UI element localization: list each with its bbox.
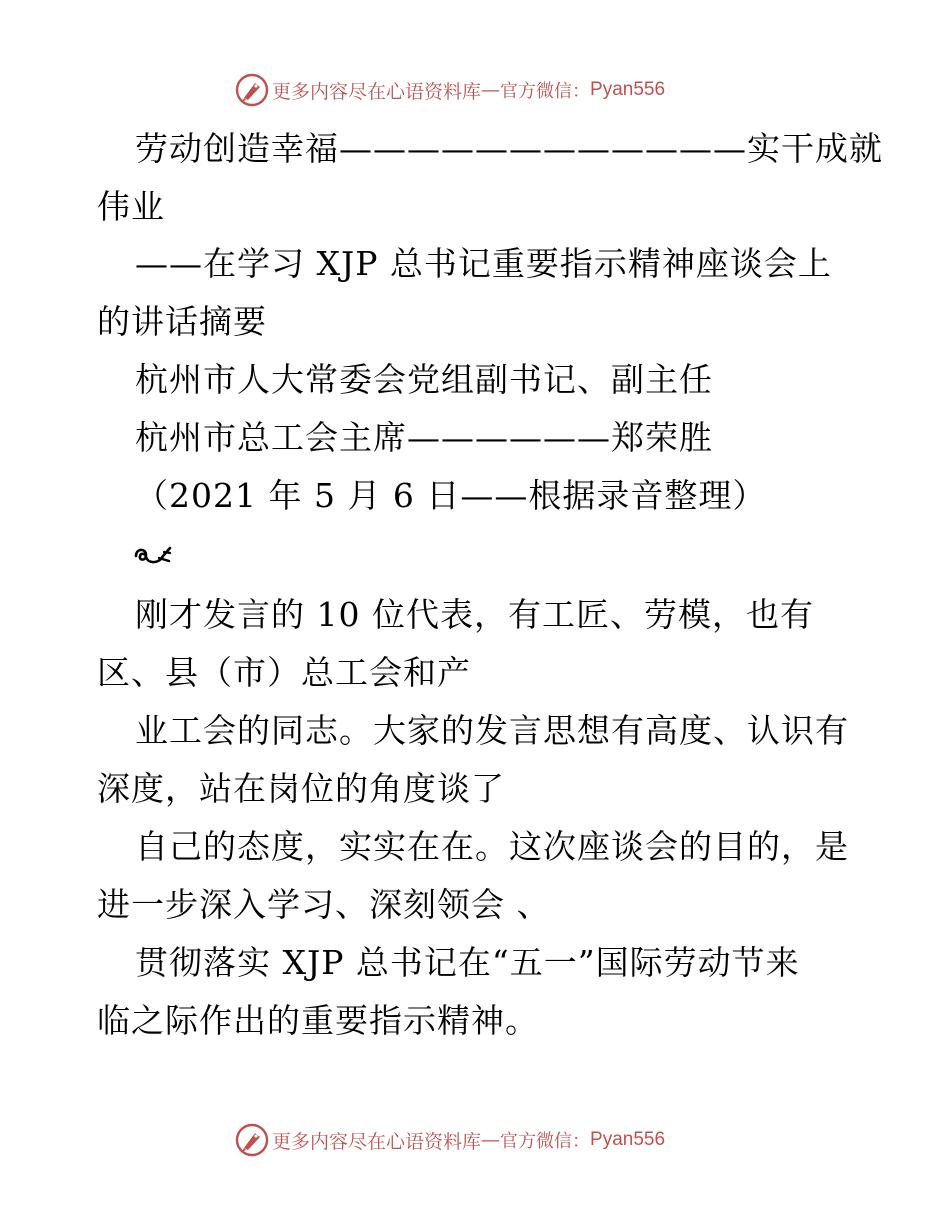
watermark-brand-text: 更多内容尽在心语资料库 [272,1130,482,1153]
body-paragraph-line: 临之际作出的重要指示精神。 [97,1001,539,1040]
watermark-wechat-label: 官方微信： [500,81,591,102]
document-subtitle-line-1: ——在学习 XJP 总书记重要指示精神座谈会上 [135,244,832,283]
decorative-flourish-icon [133,542,173,568]
pen-nib-logo-icon [235,1123,269,1157]
document-date-line: （2021 年 5 月 6 日——根据录音整理） [135,476,767,515]
watermark-brand-text: 更多内容尽在心语资料库 [272,80,482,103]
body-paragraph-line: 区、县（市）总工会和产 [97,653,471,692]
header-watermark [235,72,665,108]
watermark-wechat-id: Pyan556 [590,1129,666,1150]
body-paragraph-line: 自己的态度，实实在在。这次座谈会的目的，是 [135,827,849,866]
speaker-title-line-2: 杭州市总工会主席——————郑荣胜 [135,418,713,457]
body-paragraph-line: 刚才发言的 10 位代表，有工匠、劳模，也有 [135,595,814,634]
watermark-dash: — [481,1129,501,1151]
document-title-line-1: 劳动创造幸福————————————实干成就 [135,129,883,168]
body-paragraph-line: 业工会的同志。大家的发言思想有高度、认识有 [135,711,849,750]
footer-watermark [235,1122,665,1158]
body-paragraph-line: 深度，站在岗位的角度谈了 [97,769,505,808]
watermark-dash: — [481,79,501,101]
pen-nib-logo-icon [235,73,269,107]
document-title-line-2: 伟业 [97,187,165,226]
speaker-title-line-1: 杭州市人大常委会党组副书记、副主任 [135,360,713,399]
document-subtitle-line-2: 的讲话摘要 [97,302,267,341]
body-paragraph-line: 贯彻落实 XJP 总书记在“五一”国际劳动节来 [135,943,800,982]
body-paragraph-line: 进一步深入学习、深刻领会 、 [97,885,551,924]
watermark-wechat-label: 官方微信： [500,1131,591,1152]
watermark-wechat-id: Pyan556 [590,79,666,100]
